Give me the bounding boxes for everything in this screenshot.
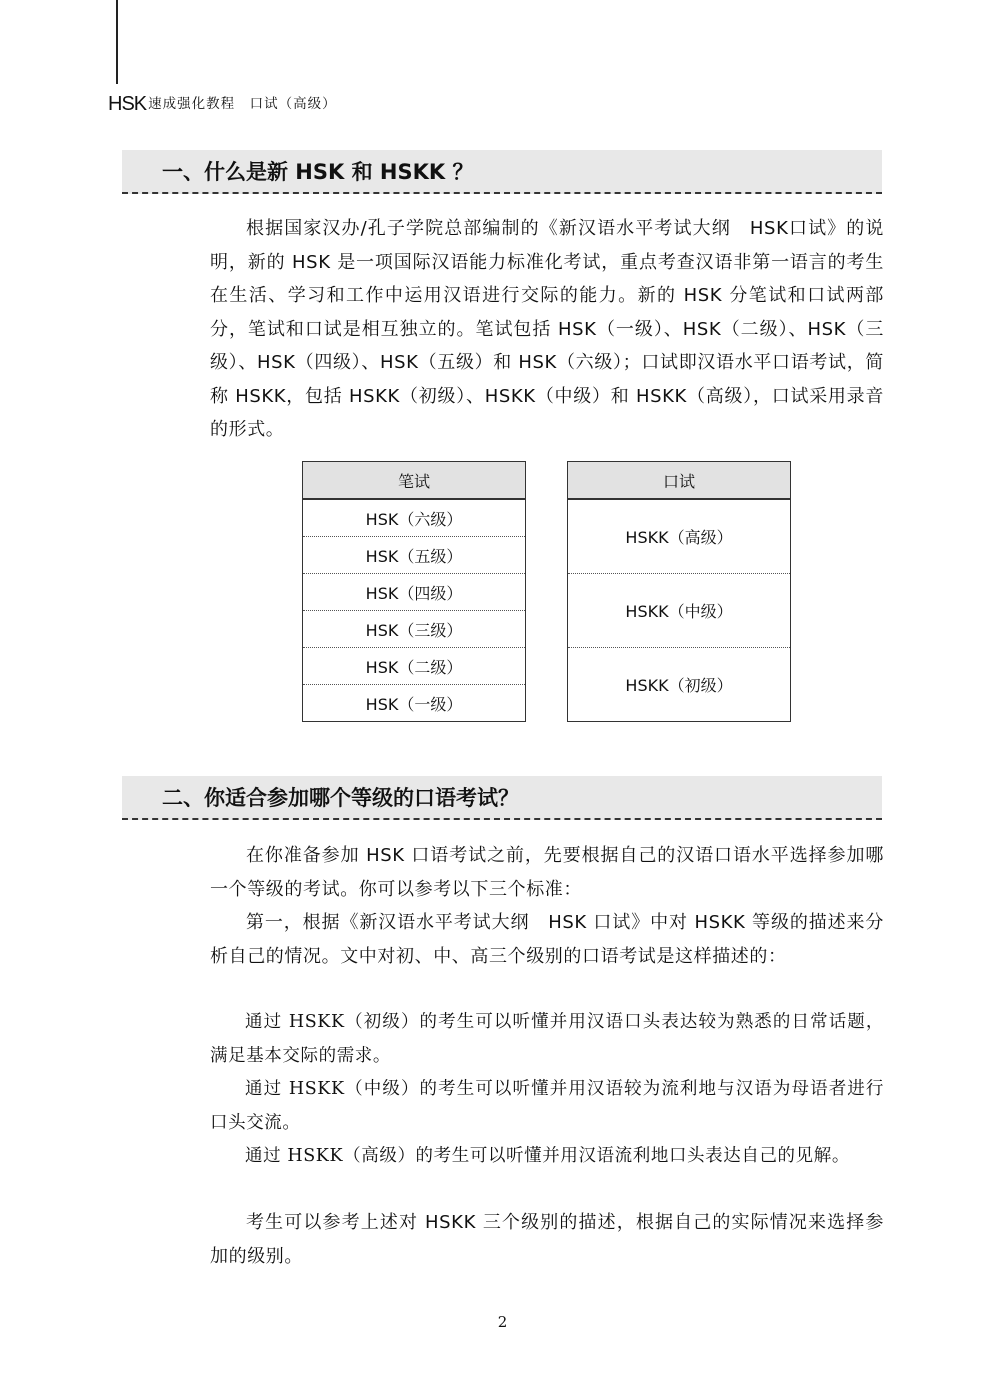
section-1-title: 一、什么是新 HSK 和 HSKK ？ — [162, 160, 474, 184]
page-number: 2 — [497, 1313, 508, 1331]
section-2-paragraph-1: 在你准备参加 HSK 口语考试之前，先要根据自己的汉语口语水平选择参加哪一个等级的考试。你可以参考以下三个标准： — [210, 845, 884, 900]
table-row: HSK（三级） — [303, 611, 526, 648]
section-2-heading — [122, 776, 882, 820]
description-advanced: 通过 HSKK（高级）的考生可以听懂并用汉语流利地口头表达自己的见解。 — [245, 1146, 850, 1166]
table-row: HSK（一级） — [303, 685, 526, 722]
table-row: HSK（六级） — [365, 509, 463, 529]
running-head — [108, 92, 337, 116]
description-beginner: 通过 HSKK（初级）的考生可以听懂并用汉语口头表达较为熟悉的日常话题，满足基本交际的需求。 — [210, 1012, 884, 1066]
brand-logo-text: HSK — [108, 93, 147, 115]
table-row: HSK（五级） — [303, 537, 526, 574]
section-1-heading — [122, 150, 882, 194]
section-2-paragraph-2: 第一，根据《新汉语水平考试大纲 HSK 口试》中对 HSKK 等级的描述来分析自己的情况。文中对初、中、高三个级别的口语考试是这样描述的： — [210, 912, 884, 967]
written-test-table — [302, 461, 526, 722]
table-row: HSKK（初级） — [568, 648, 791, 722]
margin-rule — [116, 0, 118, 84]
section-1-paragraph: 根据国家汉办/孔子学院总部编制的《新汉语水平考试大纲 HSK口试》的说明，新的 HSK 是一项国际汉语能力标准化考试，重点考查汉语非第一语言的考生在生活、学习和工作中运用汉语进行交际的能力。新的 HSK 分笔试和口试两部分，笔试和口试是相互独立的。笔试包括 HSK（一级）、HSK（二级）、HSK（三级）、HSK（四级）、HSK（五级）和 HSK（六级）；口试即汉语水平口语考试，简称 HSKK，包括 HSKK（初级）、HSKK（中级）和 HSKK（高级），口试采用录音的形式。 — [210, 218, 884, 440]
section-2-title: 二、你适合参加哪个等级的口语考试？ — [162, 786, 519, 810]
section-2-paragraph-3: 考生可以参考上述对 HSKK 三个级别的描述，根据自己的实际情况来选择参加的级别。 — [210, 1212, 884, 1267]
running-head-title: 速成强化教程 口试（高级） — [148, 96, 337, 112]
table-row: HSK（二级） — [303, 648, 526, 685]
table-row: HSK（四级） — [303, 574, 526, 611]
table-row: HSKK（中级） — [568, 574, 791, 648]
oral-table-header: 口试 — [568, 462, 791, 500]
table-row: HSKK（高级） — [625, 528, 733, 547]
oral-test-table — [567, 461, 791, 722]
written-table-header: 笔试 — [303, 462, 526, 500]
description-intermediate: 通过 HSKK（中级）的考生可以听懂并用汉语较为流利地与汉语为母语者进行口头交流。 — [210, 1079, 884, 1133]
